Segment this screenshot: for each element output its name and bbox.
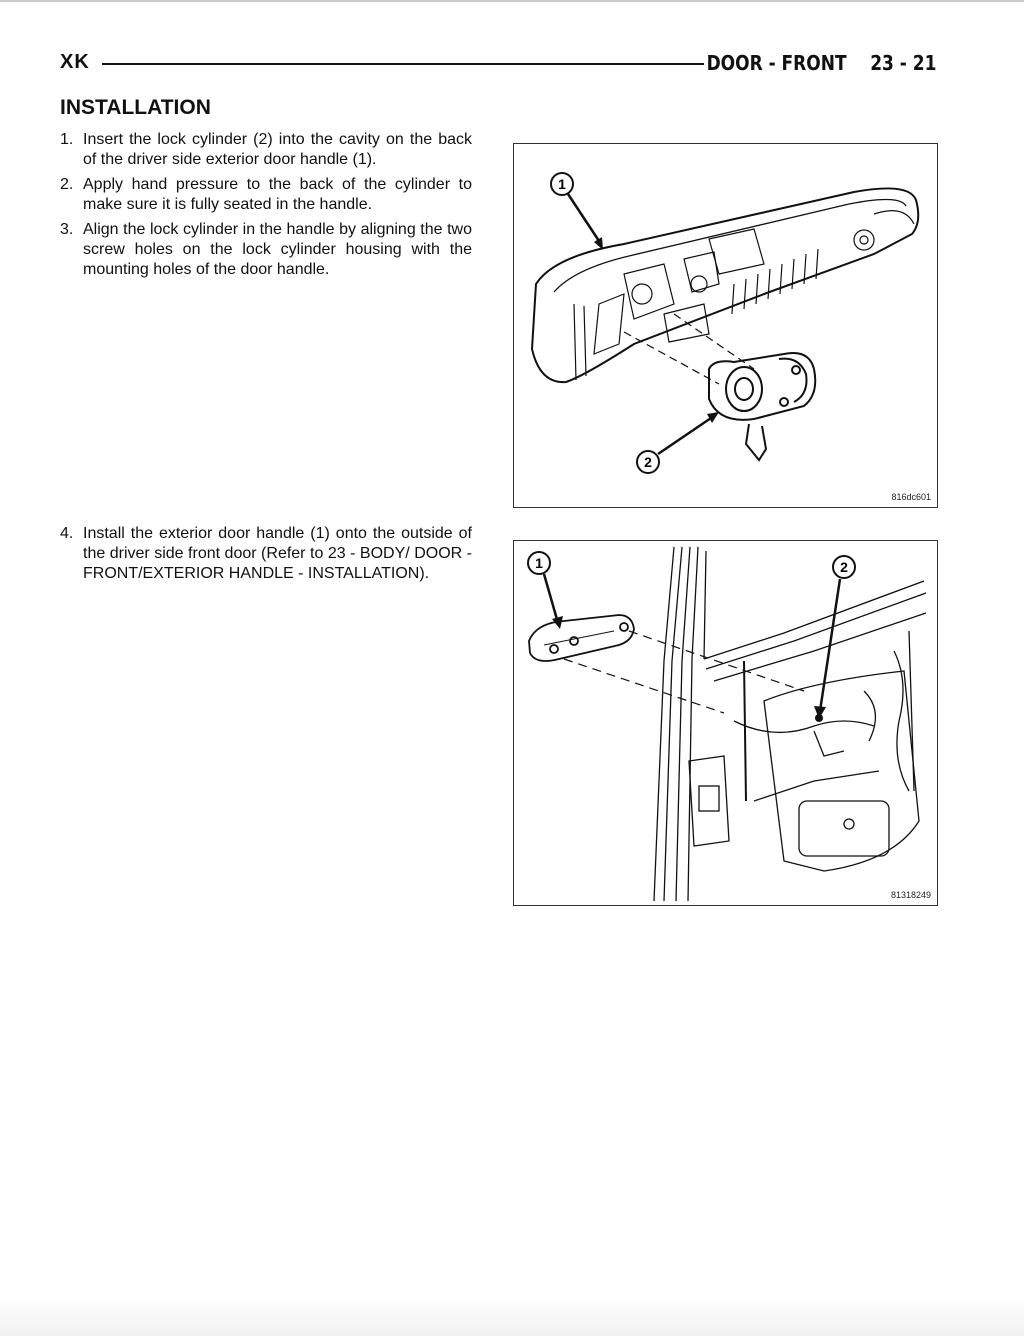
step-number: 1. [60, 131, 74, 148]
step-text: Align the lock cylinder in the handle by aligning the two screw holes on the lock cylinder housing with the mounting holes of the door handle. [83, 221, 472, 278]
page-bottom-shade [0, 1296, 1024, 1336]
figure-id: 81318249 [890, 890, 931, 900]
svg-text:2: 2 [644, 454, 652, 470]
step-item [60, 175, 472, 215]
callout-1 [528, 552, 563, 629]
step-item [60, 130, 472, 170]
section-title: INSTALLATION [60, 96, 211, 119]
svg-text:1: 1 [535, 555, 543, 571]
lock-cylinder-illustration [514, 144, 937, 507]
step-item [60, 220, 472, 280]
callout-1 [551, 173, 603, 250]
figure-door-handle-installation [513, 540, 938, 906]
callout-2 [637, 412, 719, 473]
step-number: 4. [60, 525, 74, 542]
svg-text:2: 2 [840, 559, 848, 575]
step-text: Insert the lock cylinder (2) into the cavity on the back of the driver side exterior door handle (1). [83, 131, 472, 168]
door-handle-illustration [514, 541, 937, 905]
step-text: Install the exterior door handle (1) onto the outside of the driver side front door (Refer to 23 - BODY/ DOOR - FRONT/EXTERIOR HANDLE - INSTALLATION). [83, 525, 472, 582]
step-list-a [60, 130, 472, 285]
step-item [60, 524, 472, 584]
figure-lock-cylinder-installation [513, 143, 938, 508]
top-edge-line [0, 0, 1024, 2]
section-page-ref: DOOR - FRONT 23 - 21 [706, 51, 936, 75]
page-header [60, 50, 936, 78]
svg-text:1: 1 [558, 176, 566, 192]
step-text: Apply hand pressure to the back of the cylinder to make sure it is fully seated in the handle. [83, 176, 472, 213]
figure-id: 816dc601 [891, 492, 931, 502]
step-number: 3. [60, 221, 74, 238]
header-rule [102, 63, 704, 65]
step-number: 2. [60, 176, 74, 193]
step-list-b [60, 524, 472, 589]
model-code: XK [60, 51, 90, 73]
